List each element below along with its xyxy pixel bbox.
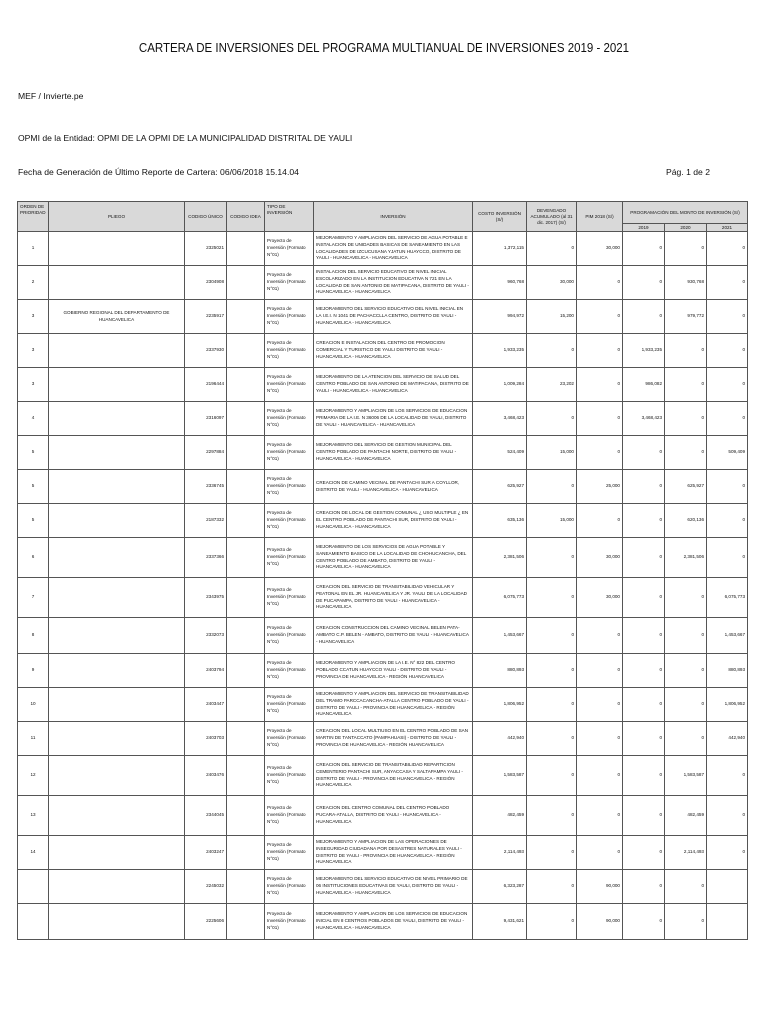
cell-costo: 9,431,621 (473, 904, 527, 940)
cell-2020: 2,381,506 (665, 538, 707, 578)
cell-tipo: Proyecto de Inversión (Formato N°01) (265, 722, 314, 756)
cell-orden: 3 (18, 300, 49, 334)
cell-pim: 0 (577, 618, 623, 654)
cell-2020: 620,136 (665, 504, 707, 538)
cell-devengado: 0 (527, 470, 577, 504)
cell-devengado: 0 (527, 334, 577, 368)
cell-codigo-idea (227, 300, 265, 334)
cell-2020: 0 (665, 722, 707, 756)
cell-tipo: Proyecto de Inversión (Formato N°01) (265, 904, 314, 940)
cell-pim: 30,000 (577, 538, 623, 578)
table-row (18, 470, 748, 504)
cell-costo: 994,972 (473, 300, 527, 334)
cell-codigo-idea (227, 266, 265, 300)
cell-costo: 880,893 (473, 654, 527, 688)
cell-pliego (49, 904, 185, 940)
cell-pliego (49, 796, 185, 836)
cell-pliego (49, 538, 185, 578)
cell-2019: 0 (623, 436, 665, 470)
cell-2019: 3,468,423 (623, 402, 665, 436)
table-row (18, 654, 748, 688)
cell-devengado: 0 (527, 402, 577, 436)
cell-pim: 30,000 (577, 578, 623, 618)
cell-pim: 0 (577, 688, 623, 722)
cell-devengado: 0 (527, 756, 577, 796)
cell-2019: 0 (623, 654, 665, 688)
cell-devengado: 0 (527, 618, 577, 654)
cell-tipo: Proyecto de Inversión (Formato N°01) (265, 578, 314, 618)
cell-2020: 930,768 (665, 266, 707, 300)
cell-2021: 0 (707, 504, 748, 538)
cell-inversion: MEJORAMIENTO Y AMPLIACION DEL SERVICIO DE AGUA POTABLE E INSTALACION DE UNIDADES BASICAS DE SANEAMIENTO EN LAS LOCALIDADES DE IZCUCUSANA YJATUN HUAYCCO, DISTRITO DE YAULI - HUANCAVELICA - HUANCAVELICA (314, 232, 473, 266)
cell-2020: 0 (665, 436, 707, 470)
cell-devengado: 0 (527, 538, 577, 578)
cell-codigo-unico: 2337366 (185, 538, 227, 578)
cell-costo: 2,381,506 (473, 538, 527, 578)
cell-pliego (49, 756, 185, 796)
table-row (18, 504, 748, 538)
cell-devengado: 23,202 (527, 368, 577, 402)
header-devengado: DEVENGADO ACUMULADO (al 31 dic. 2017) (S/) (527, 202, 577, 232)
cell-tipo: Proyecto de Inversión (Formato N°01) (265, 870, 314, 904)
cell-2019: 1,933,235 (623, 334, 665, 368)
cell-inversion: CREACION E INSTALACION DEL CENTRO DE PROMOCION COMERCIAL Y TURISTICO DE YAULI DISTRITO DE YAULI - HUANCAVELICA - HUANCAVELICA (314, 334, 473, 368)
header-programacion: PROGRAMACIÓN DEL MONTO DE INVERSIÓN (S/) (623, 202, 748, 224)
cell-devengado: 0 (527, 836, 577, 870)
cell-2021: 1,453,667 (707, 618, 748, 654)
cell-codigo-idea (227, 232, 265, 266)
cell-codigo-idea (227, 796, 265, 836)
cell-devengado: 0 (527, 870, 577, 904)
cell-inversion: CREACION DEL CENTRO COMUNAL DEL CENTRO POBLADO PUCARA-ATALLA, DISTRITO DE YAULI - HUANCAVELICA - HUANCAVELICA (314, 796, 473, 836)
cell-costo: 6,323,287 (473, 870, 527, 904)
cell-pliego (49, 688, 185, 722)
cell-devengado: 15,000 (527, 504, 577, 538)
cell-inversion: MEJORAMIENTO DEL SERVICIO EDUCATIVO DE NIVEL PRIMARIO DE 06 INSTITUCIONES EDUCATIVAS DE YAULI, DISTRITO DE YAULI - HUANCAVELICA - HUANCAVELICA (314, 870, 473, 904)
cell-inversion: MEJORAMIENTO Y AMPLIACION DE LOS SERVICIOS DE EDUCACION PRIMARIA DE LA I.E. N 36006 DE LA LOCALIDAD DE YAULI, DISTRITO DE YAULI - HUANCAVELICA - HUANCAVELICA (314, 402, 473, 436)
cell-pliego (49, 722, 185, 756)
cell-orden: 8 (18, 618, 49, 654)
cell-2020: 482,459 (665, 796, 707, 836)
table-row (18, 688, 748, 722)
cell-pliego (49, 618, 185, 654)
cell-orden (18, 904, 49, 940)
cell-2019: 0 (623, 578, 665, 618)
cell-orden: 5 (18, 436, 49, 470)
cell-tipo: Proyecto de Inversión (Formato N°01) (265, 504, 314, 538)
cell-codigo-idea (227, 504, 265, 538)
cell-codigo-unico: 2225606 (185, 904, 227, 940)
cell-devengado: 15,200 (527, 300, 577, 334)
cell-pim: 0 (577, 402, 623, 436)
cell-2021 (707, 870, 748, 904)
source-label: MEF / Invierte.pe (18, 91, 84, 101)
cell-codigo-unico: 2297884 (185, 436, 227, 470)
cell-2019: 0 (623, 300, 665, 334)
cell-2019: 0 (623, 232, 665, 266)
cell-codigo-unico: 2245032 (185, 870, 227, 904)
cell-tipo: Proyecto de Inversión (Formato N°01) (265, 688, 314, 722)
cell-costo: 2,114,493 (473, 836, 527, 870)
table-row (18, 436, 748, 470)
cell-2019: 0 (623, 266, 665, 300)
cell-pim: 0 (577, 722, 623, 756)
header-codigo-unico: CODIGO ÚNICO (185, 202, 227, 232)
cell-inversion: CREACION DE LOCAL DE GESTION COMUNAL ¿ USO MULTIPLE ¿ EN EL CENTRO POBLADO DE PANTACHI SUR, DISTRITO DE YAULI - HUANCAVELICA - HUANCAVELICA (314, 504, 473, 538)
cell-2020: 0 (665, 904, 707, 940)
cell-tipo: Proyecto de Inversión (Formato N°01) (265, 654, 314, 688)
cell-2019: 0 (623, 796, 665, 836)
cell-codigo-unico: 2403476 (185, 756, 227, 796)
cell-codigo-unico: 2336745 (185, 470, 227, 504)
cell-2021: 0 (707, 470, 748, 504)
cell-pliego: GOBIERNO REGIONAL DEL DEPARTAMENTO DE HUANCAVELICA (49, 300, 185, 334)
cell-2021: 509,409 (707, 436, 748, 470)
cell-inversion: MEJORAMIENTO DE LA ATENCION DEL SERVICIO DE SALUD DEL CENTRO POBLADO DE SAN ANTONIO DE MATIPACANA, DISTRITO DE YAULI - HUANCAVELICA - HUANCAVELICA (314, 368, 473, 402)
cell-devengado: 0 (527, 722, 577, 756)
cell-inversion: CREACION DEL SERVICIO DE TRANSITABILIDAD VEHICULAR Y PEATONAL EN EL JR. HUANCAVELICA Y JR. YAULI DE LA LOCALIDAD DE PUCAPAMPA, DISTRITO DE YAULI - HUANCAVELICA - HUANCAVELICA (314, 578, 473, 618)
cell-pliego (49, 266, 185, 300)
cell-orden: 3 (18, 368, 49, 402)
cell-2020: 0 (665, 618, 707, 654)
table-row (18, 402, 748, 436)
cell-tipo: Proyecto de Inversión (Formato N°01) (265, 334, 314, 368)
cell-costo: 625,927 (473, 470, 527, 504)
cell-codigo-unico: 2403447 (185, 688, 227, 722)
cell-tipo: Proyecto de Inversión (Formato N°01) (265, 796, 314, 836)
table-row (18, 756, 748, 796)
cell-costo: 524,409 (473, 436, 527, 470)
cell-orden: 12 (18, 756, 49, 796)
cell-devengado: 0 (527, 654, 577, 688)
page-number: Pág. 1 de 2 (666, 167, 710, 177)
cell-tipo: Proyecto de Inversión (Formato N°01) (265, 300, 314, 334)
cell-orden (18, 870, 49, 904)
cell-codigo-idea (227, 654, 265, 688)
cell-codigo-unico: 2304908 (185, 266, 227, 300)
cell-costo: 1,009,284 (473, 368, 527, 402)
cell-codigo-idea (227, 870, 265, 904)
table-row (18, 722, 748, 756)
cell-inversion: MEJORAMIENTO DEL SERVICIO EDUCATIVO DEL NIVEL INICIAL EN LA I.E.I. N 1041 DE PACHACCLLA CENTRO, DISTRITO DE YAULI - HUANCAVELICA - HUANCAVELICA (314, 300, 473, 334)
cell-2019: 0 (623, 836, 665, 870)
cell-2020: 0 (665, 578, 707, 618)
cell-2021: 0 (707, 300, 748, 334)
table-row (18, 300, 748, 334)
cell-2021: 0 (707, 796, 748, 836)
cell-inversion: MEJORAMIENTO Y AMPLIACION DEL SERVICIO DE TRANSITABILIDAD DEL TRAMO PARCCACANCHA-ATALLA CENTRO POBLADO DE YAULI - DISTRITO DE YAULI - PROVINCIA DE HUANCAVELICA - REGIÓN HUANCAVELICA (314, 688, 473, 722)
cell-2020: 0 (665, 334, 707, 368)
cell-inversion: MEJORAMIENTO Y AMPLIACION DE LAS OPERACIONES DE INSEGURIDAD CIUDADANA POR DESASTRES NATURALES YAULI - DISTRITO DE YAULI - PROVINCIA DE HUANCAVELICA - REGIÓN HUANCAVELICA (314, 836, 473, 870)
cell-pliego (49, 436, 185, 470)
cell-costo: 1,583,587 (473, 756, 527, 796)
cell-codigo-idea (227, 904, 265, 940)
cell-2021: 0 (707, 232, 748, 266)
cell-codigo-unico: 2403247 (185, 836, 227, 870)
cell-costo: 1,372,115 (473, 232, 527, 266)
cell-2020: 0 (665, 870, 707, 904)
cell-codigo-idea (227, 436, 265, 470)
cell-2021: 0 (707, 538, 748, 578)
cell-devengado: 15,000 (527, 436, 577, 470)
cell-2019: 0 (623, 470, 665, 504)
cell-codigo-idea (227, 402, 265, 436)
header-year-2020: 2020 (665, 224, 707, 232)
cell-devengado: 0 (527, 578, 577, 618)
cell-codigo-unico: 2187332 (185, 504, 227, 538)
cell-2019: 0 (623, 618, 665, 654)
cell-orden: 2 (18, 266, 49, 300)
cell-codigo-unico: 2332073 (185, 618, 227, 654)
cell-orden: 10 (18, 688, 49, 722)
header-pim: PIM 2018 (S/) (577, 202, 623, 232)
cell-devengado: 0 (527, 232, 577, 266)
cell-pliego (49, 368, 185, 402)
cell-2020: 0 (665, 232, 707, 266)
header-inversion: INVERSIÓN (314, 202, 473, 232)
cell-orden: 6 (18, 538, 49, 578)
cell-codigo-idea (227, 578, 265, 618)
cell-orden: 5 (18, 470, 49, 504)
cell-pim: 90,000 (577, 904, 623, 940)
cell-codigo-idea (227, 756, 265, 796)
cell-codigo-idea (227, 688, 265, 722)
cell-inversion: INSTALACION DEL SERVICIO EDUCATIVO DE NIVEL INICIAL ESCOLARIZADO EN LA INSTITUCION EDUCATIVA N 721 EN LA LOCALIDAD DE SAN ANTONIO DE MATIPACANA, DISTRITO DE YAULI - HUANCAVELICA - HUANCAVELICA (314, 266, 473, 300)
cell-orden: 14 (18, 836, 49, 870)
cell-2020: 2,114,493 (665, 836, 707, 870)
cell-2021: 880,893 (707, 654, 748, 688)
cell-inversion: CREACION DEL LOCAL MULTIUSO EN EL CENTRO POBLADO DE SAN MARTIN DE TANTACCATO (PAMPAHUASI) - DISTRITO DE YAULI - PROVINCIA DE HUANCAVELICA - REGIÓN HUANCAVELICA (314, 722, 473, 756)
table-row (18, 538, 748, 578)
cell-orden: 5 (18, 504, 49, 538)
cell-pim: 90,000 (577, 870, 623, 904)
table-row (18, 266, 748, 300)
cell-2019: 0 (623, 870, 665, 904)
cell-inversion: MEJORAMIENTO Y AMPLIACION DE LA I.E. N° 822 DEL CENTRO POBLADO CCATUN HUAYCCO YAULI - DISTRITO DE YAULI - PROVINCIA DE HUANCAVELICA - REGIÓN HUANCAVELICA (314, 654, 473, 688)
cell-2019: 0 (623, 504, 665, 538)
cell-costo: 1,806,952 (473, 688, 527, 722)
cell-pliego (49, 334, 185, 368)
cell-orden: 7 (18, 578, 49, 618)
document-title: CARTERA DE INVERSIONES DEL PROGRAMA MULTIANUAL DE INVERSIONES 2019 - 2021 (138, 41, 630, 55)
cell-codigo-unico: 2337930 (185, 334, 227, 368)
cell-codigo-unico: 2343975 (185, 578, 227, 618)
cell-tipo: Proyecto de Inversión (Formato N°01) (265, 368, 314, 402)
cell-devengado: 30,000 (527, 266, 577, 300)
cell-2020: 0 (665, 654, 707, 688)
table-row (18, 368, 748, 402)
cell-devengado: 0 (527, 796, 577, 836)
cell-2021: 0 (707, 334, 748, 368)
table-row (18, 836, 748, 870)
header-orden: ORDEN DE PRIORIDAD (18, 202, 49, 232)
cell-costo: 1,933,235 (473, 334, 527, 368)
cell-2021: 442,940 (707, 722, 748, 756)
cell-costo: 3,468,423 (473, 402, 527, 436)
cell-2020: 979,772 (665, 300, 707, 334)
cell-codigo-idea (227, 334, 265, 368)
cell-tipo: Proyecto de Inversión (Formato N°01) (265, 836, 314, 870)
cell-codigo-unico: 2403703 (185, 722, 227, 756)
cell-inversion: MEJORAMIENTO Y AMPLIACION DE LOS SERVICIOS DE EDUCACION INICIAL EN 8 CENTROS POBLADOS DE YAULI, DISTRITO DE YAULI - HUANCAVELICA - HUANCAVELICA (314, 904, 473, 940)
cell-pliego (49, 470, 185, 504)
cell-inversion: CREACION DE CAMINO VECINAL DE PANTACHI SUR A COYLLOR, DISTRITO DE YAULI - HUANCAVELICA - HUANCAVELICA (314, 470, 473, 504)
header-year-2019: 2019 (623, 224, 665, 232)
header-costo: COSTO INVERSIÓN (S/) (473, 202, 527, 232)
table-row (18, 870, 748, 904)
cell-pliego (49, 654, 185, 688)
cell-pim: 0 (577, 504, 623, 538)
cell-tipo: Proyecto de Inversión (Formato N°01) (265, 470, 314, 504)
cell-tipo: Proyecto de Inversión (Formato N°01) (265, 232, 314, 266)
cell-costo: 442,940 (473, 722, 527, 756)
cell-2019: 0 (623, 538, 665, 578)
cell-2020: 625,927 (665, 470, 707, 504)
cell-pim: 25,000 (577, 470, 623, 504)
cell-2019: 0 (623, 688, 665, 722)
cell-tipo: Proyecto de Inversión (Formato N°01) (265, 538, 314, 578)
cell-pliego (49, 578, 185, 618)
cell-orden: 11 (18, 722, 49, 756)
cell-2021: 0 (707, 756, 748, 796)
cell-pliego (49, 836, 185, 870)
cell-codigo-idea (227, 368, 265, 402)
cell-codigo-idea (227, 538, 265, 578)
cell-2021: 0 (707, 266, 748, 300)
table-row (18, 232, 748, 266)
generation-date: Fecha de Generación de Último Reporte de Cartera: 06/06/2018 15.14.04 (18, 167, 299, 177)
cell-pliego (49, 402, 185, 436)
cell-tipo: Proyecto de Inversión (Formato N°01) (265, 756, 314, 796)
cell-2021: 0 (707, 368, 748, 402)
table-row (18, 618, 748, 654)
table-row (18, 578, 748, 618)
cell-orden: 1 (18, 232, 49, 266)
cell-2020: 0 (665, 402, 707, 436)
cell-codigo-idea (227, 836, 265, 870)
cell-pliego (49, 232, 185, 266)
header-tipo: TIPO DE INVERSIÓN (265, 202, 314, 232)
cell-tipo: Proyecto de Inversión (Formato N°01) (265, 266, 314, 300)
cell-costo: 960,768 (473, 266, 527, 300)
cell-pim: 0 (577, 334, 623, 368)
cell-codigo-unico: 2316097 (185, 402, 227, 436)
cell-costo: 482,459 (473, 796, 527, 836)
cell-costo: 635,136 (473, 504, 527, 538)
cell-2019: 0 (623, 904, 665, 940)
header-pliego: PLIEGO (49, 202, 185, 232)
cell-orden: 3 (18, 334, 49, 368)
cell-costo: 1,453,667 (473, 618, 527, 654)
table-row (18, 796, 748, 836)
cell-pim: 0 (577, 756, 623, 796)
cell-inversion: CREACION DEL SERVICIO DE TRANSITABILIDAD REPARTICION CEMENTERIO PANTACHI SUR, ANYACCASA Y SALTAPAMPA YAULI - DISTRITO DE YAULI - PROVINCIA DE HUANCAVELICA - REGIÓN HUANCAVELICA (314, 756, 473, 796)
cell-2020: 0 (665, 368, 707, 402)
cell-inversion: CREACION CONSTRUCCION DEL CAMINO VECINAL BELEN PATA-AMBATO C.P. BELEN - AMBATO, DISTRITO DE YAULI - HUANCAVELICA - HUANCAVELICA (314, 618, 473, 654)
cell-2021: 6,075,773 (707, 578, 748, 618)
cell-pim: 0 (577, 836, 623, 870)
cell-devengado: 0 (527, 904, 577, 940)
cell-2021: 0 (707, 402, 748, 436)
cell-codigo-unico: 2196444 (185, 368, 227, 402)
cell-tipo: Proyecto de Inversión (Formato N°01) (265, 436, 314, 470)
table-row (18, 904, 748, 940)
cell-2019: 986,082 (623, 368, 665, 402)
investment-table (17, 201, 748, 940)
cell-devengado: 0 (527, 688, 577, 722)
cell-tipo: Proyecto de Inversión (Formato N°01) (265, 402, 314, 436)
table-row (18, 334, 748, 368)
header-codigo-idea: CODIGO IDEA (227, 202, 265, 232)
cell-2020: 0 (665, 688, 707, 722)
header-year-2021: 2021 (707, 224, 748, 232)
cell-codigo-unico: 2325021 (185, 232, 227, 266)
cell-pim: 0 (577, 300, 623, 334)
cell-pim: 0 (577, 436, 623, 470)
cell-2019: 0 (623, 722, 665, 756)
cell-inversion: MEJORAMIENTO DEL SERVICIO DE GESTION MUNICIPAL DEL CENTRO POBLADO DE PANTACHI NORTE, DISTRITO DE YAULI - HUANCAVELICA - HUANCAVELICA (314, 436, 473, 470)
cell-orden: 9 (18, 654, 49, 688)
cell-pliego (49, 870, 185, 904)
cell-codigo-idea (227, 470, 265, 504)
cell-pim: 0 (577, 654, 623, 688)
cell-codigo-unico: 2403794 (185, 654, 227, 688)
cell-pim: 0 (577, 368, 623, 402)
cell-pim: 30,000 (577, 232, 623, 266)
cell-codigo-unico: 2235917 (185, 300, 227, 334)
cell-pliego (49, 504, 185, 538)
cell-2020: 1,583,587 (665, 756, 707, 796)
entity-label: OPMI de la Entidad: OPMI DE LA OPMI DE LA MUNICIPALIDAD DISTRITAL DE YAULI (18, 133, 353, 143)
cell-orden: 4 (18, 402, 49, 436)
cell-codigo-unico: 2344045 (185, 796, 227, 836)
cell-orden: 13 (18, 796, 49, 836)
cell-pim: 0 (577, 796, 623, 836)
cell-codigo-idea (227, 618, 265, 654)
cell-2021 (707, 904, 748, 940)
cell-costo: 6,075,773 (473, 578, 527, 618)
cell-tipo: Proyecto de Inversión (Formato N°01) (265, 618, 314, 654)
cell-pim: 0 (577, 266, 623, 300)
cell-inversion: MEJORAMIENTO DE LOS SERVICIOS DE AGUA POTABLE Y SANEAMIENTO BASICO DE LA LOCALIDAD DE CHOHUCANCHA, DEL CENTRO POBLADO DE AMBATO, DISTRITO DE YAULI - HUANCAVELICA - HUANCAVELICA (314, 538, 473, 578)
cell-2021: 0 (707, 836, 748, 870)
cell-codigo-idea (227, 722, 265, 756)
cell-2019: 0 (623, 756, 665, 796)
cell-2021: 1,806,952 (707, 688, 748, 722)
